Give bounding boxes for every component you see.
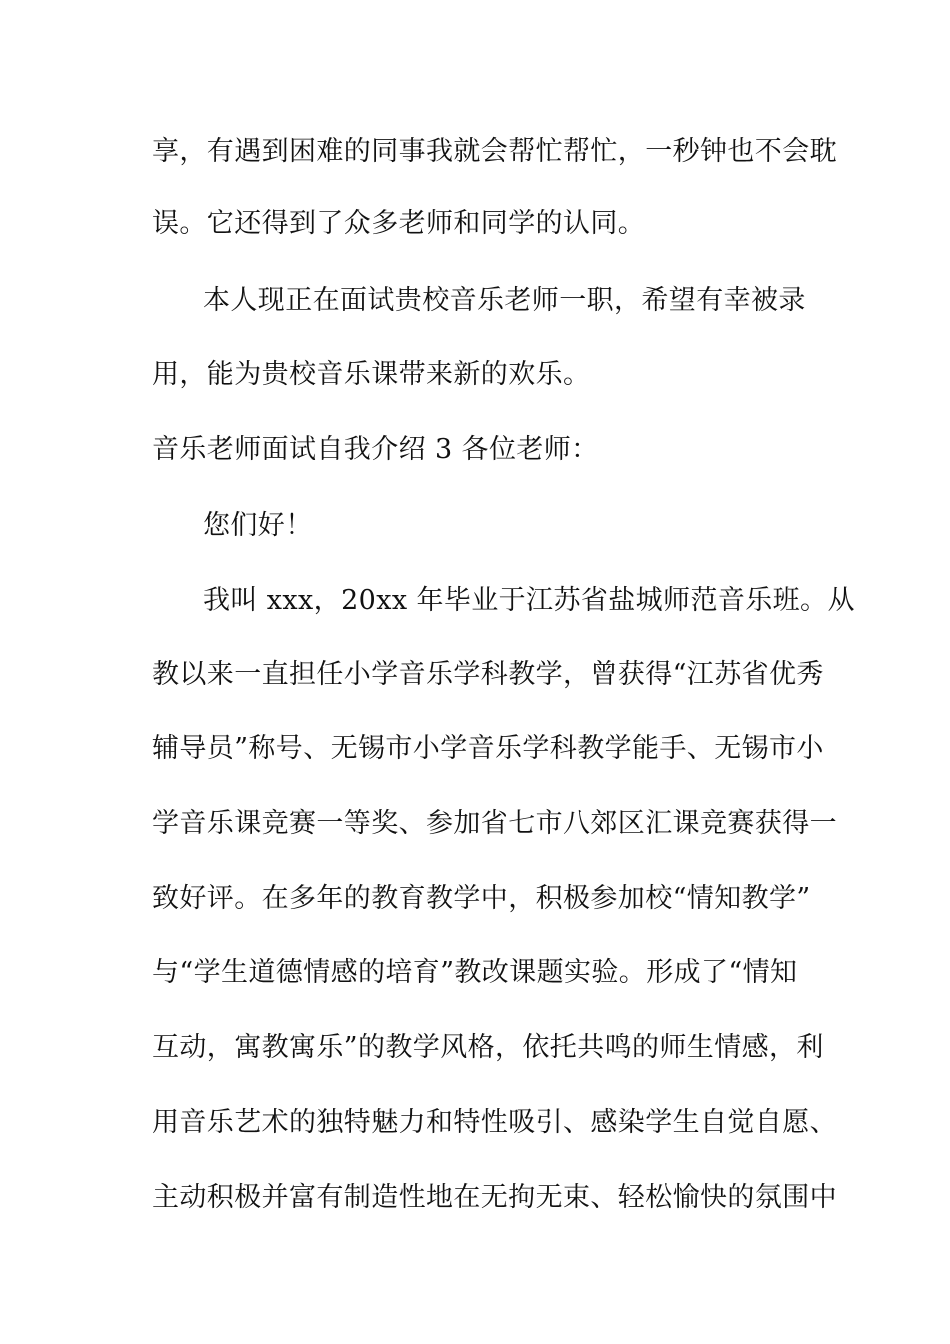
text-line-14: 用音乐艺术的独特魅力和特性吸引、感染学生自觉自愿、 — [152, 1107, 837, 1138]
text-line-2: 误。它还得到了众多老师和同学的认同。 — [152, 208, 646, 239]
text-line-1: 享，有遇到困难的同事我就会帮忙帮忙，一秒钟也不会耽 — [152, 136, 837, 167]
greeting-line: 您们好！ — [203, 510, 313, 541]
text-line-4: 用，能为贵校音乐课带来新的欢乐。 — [152, 359, 591, 390]
text-line-7: 我叫 xxx，20xx 年毕业于江苏省盐城师范音乐班。从 — [203, 585, 855, 616]
text-line-15: 主动积极并富有制造性地在无拘无束、轻松愉快的氛围中 — [152, 1182, 837, 1213]
text-line-3: 本人现正在面试贵校音乐老师一职，希望有幸被录 — [203, 285, 806, 316]
section-heading-line: 音乐老师面试自我介绍 3 各位老师： — [152, 434, 599, 465]
text-line-8: 教以来一直担任小学音乐学科教学，曾获得“江苏省优秀 — [152, 659, 824, 690]
text-line-12: 与“学生道德情感的培育”教改课题实验。形成了“情知 — [152, 957, 798, 988]
text-line-11: 致好评。在多年的教育教学中，积极参加校“情知教学” — [152, 883, 811, 914]
text-line-13: 互动，寓教寓乐”的教学风格，依托共鸣的师生情感，利 — [152, 1032, 824, 1063]
text-line-10: 学音乐课竞赛一等奖、参加省七市八郊区汇课竞赛获得一 — [152, 808, 837, 839]
text-line-9: 辅导员”称号、无锡市小学音乐学科教学能手、无锡市小 — [152, 733, 824, 764]
